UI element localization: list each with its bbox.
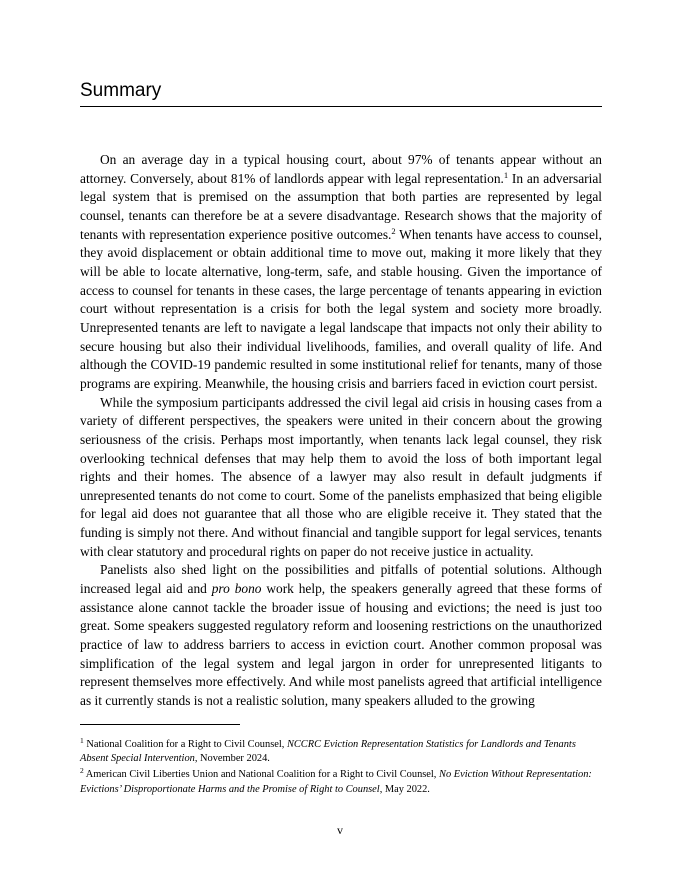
footnote-1-title: NCCRC Eviction Representation Statistics for Landlords and Tenants Absent Special Intervention bbox=[80, 739, 576, 765]
footnote-2 bbox=[80, 768, 602, 796]
paragraph-1 bbox=[80, 151, 602, 394]
footnotes bbox=[80, 738, 602, 799]
paragraph-3-text-a: Panelists also shed light on the possibilities and pitfalls of potential solutions. Although increased legal aid and bbox=[80, 562, 602, 597]
heading-rule bbox=[80, 106, 602, 107]
footnote-1-number: 1 bbox=[80, 736, 84, 745]
footnote-2-date: , May 2022. bbox=[379, 783, 430, 795]
footnote-1-date: , November 2024. bbox=[194, 753, 270, 765]
footnote-ref-2[interactable]: 2 bbox=[391, 225, 396, 236]
footnote-2-title: No Eviction Without Representation: Evictions’ Disproportionate Harms and the Promise of Right to Counsel bbox=[80, 769, 592, 795]
footnote-2-text: American Civil Liberties Union and National Coalition for a Right to Civil Counsel, bbox=[83, 769, 440, 781]
page-number: v bbox=[337, 823, 343, 837]
footnote-separator bbox=[80, 724, 240, 725]
paragraph-3-emphasis: pro bono bbox=[211, 581, 262, 597]
footnote-2-number: 2 bbox=[80, 766, 84, 776]
footnote-1 bbox=[80, 738, 602, 766]
paragraph-1-text-c: When tenants have access to counsel, they avoid displacement or obtain additional time to move out, making it more likely that they will be able to locate alternative, long-term, safe, and stable housing. Given the importance of access to counsel for tenants in these cases, the large percentage of tenants appearing in eviction court without representation is a crisis for both the legal system and society more broadly. Unrepresented tenants are left to navigate a legal landscape that impacts not only their ability to secure housing but also their individual livelihoods, families, and overall quality of life. And although the COVID-19 pandemic resulted in some institutional relief for tenants, many of those programs are expiring. Meanwhile, the housing crisis and barriers faced in eviction court persist. bbox=[80, 226, 603, 391]
paragraph-3-text-b: work help, the speakers generally agreed that these forms of assistance alone cannot tackle the broader issue of housing and evictions; the need is just too great. Some speakers suggested regulatory reform and loosening restrictions on the unauthorized practice of law to address barriers to access in eviction court. Another common proposal was simplification of the legal system and legal jargon in order for unrepresented litigants to represent themselves more effectively. And while most panelists agreed that artificial intelligence as it currently stands is not a realistic solution, many speakers alluded to the growing bbox=[80, 581, 602, 709]
footnote-ref-1[interactable]: 1 bbox=[503, 169, 509, 180]
paragraph-3 bbox=[80, 561, 602, 710]
paragraph-1-text-a: On an average day in a typical housing court, about 97% of tenants appear without an attorney. Conversely, about 81% of landlords appear with legal representation. bbox=[80, 152, 602, 186]
footnote-1-text: National Coalition for a Right to Civil Counsel, bbox=[83, 739, 287, 750]
section-heading: Summary bbox=[80, 80, 162, 101]
paragraph-2: While the symposium participants addressed the civil legal aid crisis in housing cases from a variety of different perspectives, the speakers were united in their concern about the growing seriousness of the crisis. Perhaps most importantly, when tenants lack legal counsel, they risk overlooking technical defenses that may help them to avoid the loss of both important legal rights and their homes. The absence of a lawyer may also result in default judgments if unrepresented tenants do not come to court. Some of the panelists emphasized that being eligible for legal aid does not guarantee that all those who are eligible receive it. They stated that the funding is simply not there. And without financial and tangible support for legal services, tenants with clear statutory and procedural rights on paper do not receive justice in actuality. bbox=[80, 394, 602, 559]
paragraph-1-text-b: In an adversarial legal system that is premised on the assumption that both parties are represented by legal counsel, tenants can therefore be at a severe disadvantage. Research shows that the majority of tenants with representation experience positive outcomes. bbox=[80, 170, 603, 242]
body-text bbox=[80, 151, 602, 711]
